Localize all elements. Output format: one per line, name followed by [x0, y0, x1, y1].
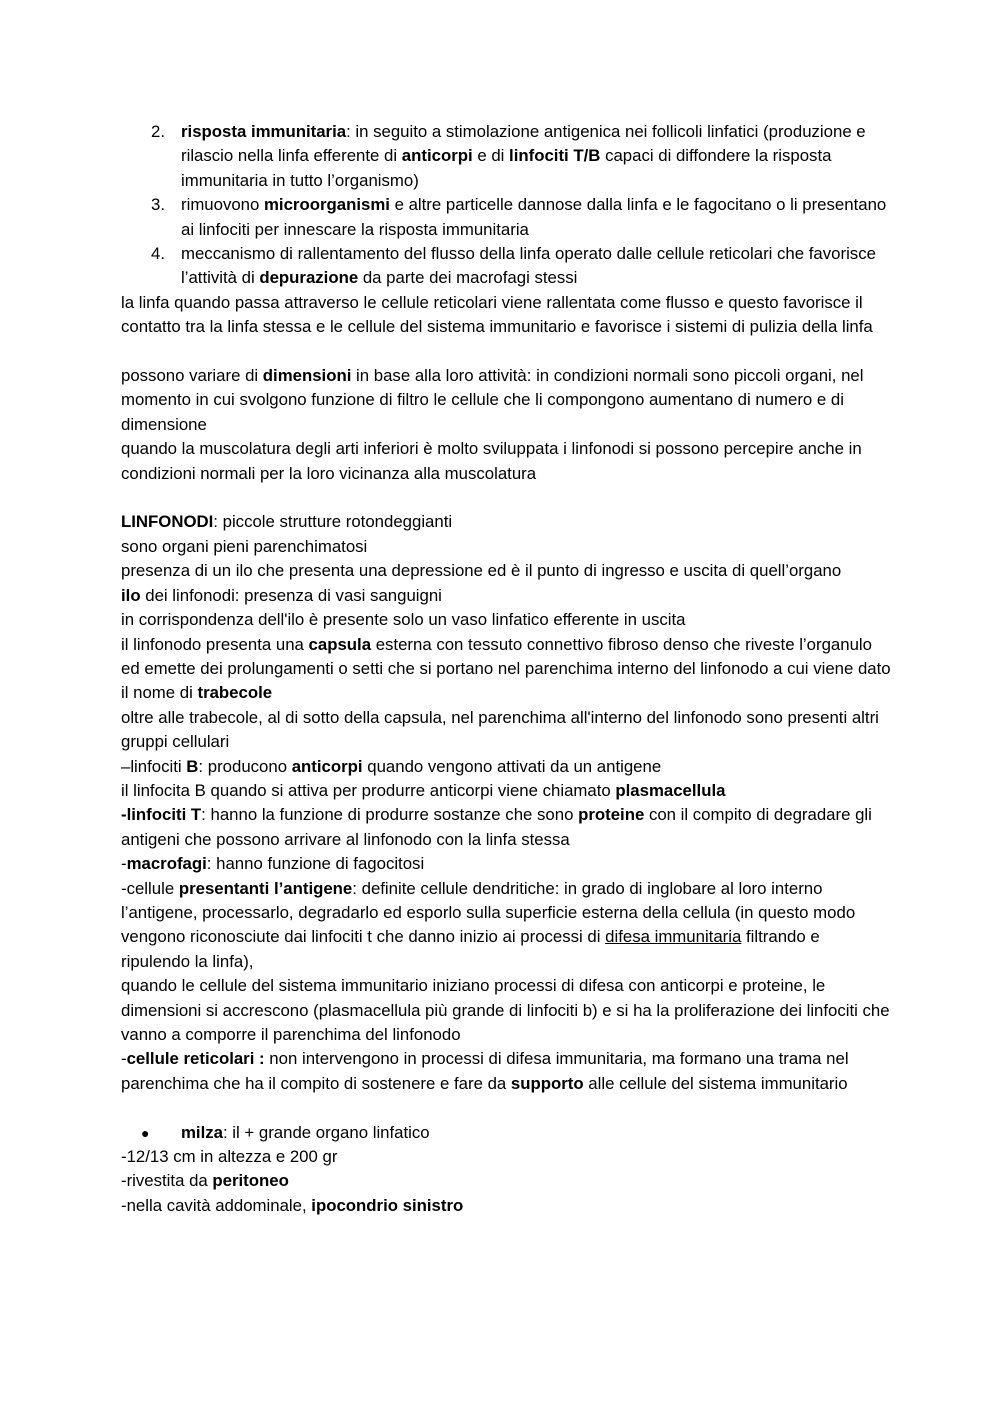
text-span: alle cellule del sistema immunitario: [583, 1073, 848, 1093]
term-peritoneo: peritoneo: [212, 1171, 289, 1191]
blank-line: [121, 340, 891, 364]
term-depurazione: depurazione: [259, 268, 359, 288]
term-milza: milza: [181, 1122, 223, 1142]
text-span: da parte dei macrofagi stessi: [358, 268, 578, 288]
term-ipocondrio-sinistro: ipocondrio sinistro: [311, 1195, 464, 1215]
text-span: -nella cavità addominale,: [121, 1195, 312, 1215]
term-anticorpi: anticorpi: [291, 756, 363, 776]
term-macrofagi: macrofagi: [126, 854, 207, 874]
line-linfociti-t: [121, 803, 891, 852]
underlined-difesa-immunitaria: difesa immunitaria: [605, 927, 742, 947]
list-number: 2.: [151, 122, 165, 141]
text-span: –linfociti: [121, 756, 187, 776]
line-capsula: [121, 633, 891, 706]
text-span: dei linfonodi: presenza di vasi sanguigni: [140, 585, 442, 605]
text-span: il linfocita B quando si attiva per produrre anticorpi viene chiamato: [121, 780, 616, 800]
term-ilo: ilo: [121, 585, 141, 605]
term-plasmacellula: plasmacellula: [615, 780, 726, 800]
list-number: 4.: [151, 244, 165, 264]
text-span: capaci di diffondere la risposta immunitaria in tutto l’organismo): [181, 146, 832, 190]
text-span: il linfonodo presenta una: [121, 634, 309, 654]
text-span: : definite cellule dendritiche: in grado di inglobare al loro interno l’antigene, processarlo, degradarlo ed esporlo sulla superficie esterna della cellula (in questo modo vengono riconosciute dai linfociti t che danno inizio ai processi di: [121, 878, 856, 947]
term-linfociti-t: -linfociti T: [121, 805, 202, 825]
paragraph-linfa: la linfa quando passa attraverso le cellule reticolari viene rallentata come flusso e questo favorisce il contatto tra la linfa stessa e le cellule del sistema immunitario e favorisce i sistemi di pulizia della linfa: [121, 292, 873, 337]
line-plasmacellula: [121, 779, 891, 803]
document-body: [121, 120, 891, 1218]
section-heading-linfonodi: [121, 510, 891, 534]
bullet-item-milza: [121, 1121, 891, 1145]
term-cellule-reticolari: cellule reticolari :: [126, 1049, 265, 1069]
text-span: : il + grande organo linfatico: [222, 1122, 430, 1142]
text-span: e di: [472, 146, 510, 166]
line-gruppi-cellulari: oltre alle trabecole, al di sotto della capsula, nel parenchima all'interno del linfonodo sono presenti altri gruppi cellulari: [121, 707, 879, 752]
list-item-2: [121, 120, 891, 193]
line-linfociti-b: [121, 755, 891, 779]
list-item-3: [121, 193, 891, 242]
text-span: -: [121, 1049, 127, 1069]
line-organi-pieni: sono organi pieni parenchimatosi: [121, 536, 368, 556]
heading-linfonodi: LINFONODI: [121, 512, 214, 532]
text-span: : piccole strutture rotondeggianti: [213, 512, 453, 532]
text-span: : in seguito a stimolazione antigenica nei follicoli linfatici (produzione e rilascio nella linfa efferente di: [181, 122, 866, 166]
text-span: non intervengono in processi di difesa immunitaria, ma formano una trama nel parenchima che ha il compito di sostenere e fare da: [121, 1049, 849, 1093]
paragraph-muscolatura: quando la muscolatura degli arti inferiori è molto sviluppata i linfonodi si possono percepire anche in condizioni normali per la loro vicinanza alla muscolatura: [121, 439, 862, 483]
term-trabecole: trabecole: [197, 683, 273, 703]
line-milza-ipocondrio: [121, 1194, 891, 1218]
line-macrofagi: [121, 852, 891, 876]
term-supporto: supporto: [510, 1073, 584, 1093]
list-number: 3.: [151, 195, 165, 215]
text-span: possono variare di: [121, 366, 263, 386]
text-span: filtrando e ripulendo la linfa),: [121, 927, 820, 971]
text-span: rimuovono: [181, 195, 265, 215]
term-proteine: proteine: [578, 805, 645, 825]
term-b: B: [186, 756, 199, 776]
term-linfociti-tb: linfociti T/B: [509, 146, 601, 166]
line-ilo-vasi: [121, 584, 891, 608]
line-milza-dimensioni: -12/13 cm in altezza e 200 gr: [121, 1147, 338, 1167]
bullet-icon: ●: [141, 1124, 150, 1141]
text-span: : producono: [198, 756, 292, 776]
line-cellule-presentanti: [121, 877, 891, 975]
text-span: con il compito di degradare gli antigeni che possono arrivare al linfonodo con la linfa stessa: [121, 805, 872, 849]
text-span: -cellule: [121, 878, 179, 898]
term-risposta-immunitaria: risposta immunitaria: [181, 122, 347, 141]
line-milza-peritoneo: [121, 1169, 891, 1193]
text-span: : hanno la funzione di produrre sostanze che sono: [201, 805, 579, 825]
term-dimensioni: dimensioni: [262, 366, 352, 386]
term-microorganismi: microorganismi: [264, 195, 390, 215]
blank-line: [121, 1096, 891, 1120]
term-presentanti-antigene: presentanti l’antigene: [178, 878, 353, 898]
line-cellule-reticolari: [121, 1047, 891, 1096]
line-processi-difesa: quando le cellule del sistema immunitario iniziano processi di difesa con anticorpi e proteine, le dimensioni si accrescono (plasmacellula più grande di linfociti b) e si ha la proliferazione dei linfociti che vanno a comporre il parenchima del linfonodo: [121, 976, 890, 1044]
term-capsula: capsula: [308, 634, 372, 654]
text-span: e altre particelle dannose dalla linfa e le fagocitano o li presentano ai linfociti per innescare la risposta immunitaria: [181, 195, 887, 239]
blank-line: [121, 486, 891, 510]
list-item-4: [121, 242, 891, 291]
line-vaso-efferente: in corrispondenza dell'ilo è presente solo un vaso linfatico efferente in uscita: [121, 610, 686, 630]
text-span: : hanno funzione di fagocitosi: [206, 854, 425, 874]
text-span: esterna con tessuto connettivo fibroso denso che riveste l’organulo ed emette dei prolungamenti o setti che si portano nel parenchima interno del linfonodo a cui viene dato il nome di: [121, 634, 891, 703]
text-span: meccanismo di rallentamento del flusso della linfa operato dalle cellule reticolari che favorisce l’attività di: [181, 244, 876, 288]
paragraph-dimensioni: [121, 364, 891, 437]
term-anticorpi: anticorpi: [401, 146, 473, 166]
text-span: -: [121, 854, 127, 874]
text-span: -rivestita da: [121, 1171, 213, 1191]
text-span: quando vengono attivati da un antigene: [362, 756, 662, 776]
line-ilo-presenza: presenza di un ilo che presenta una depressione ed è il punto di ingresso e uscita di quell’organo: [121, 561, 842, 581]
text-span: in base alla loro attività: in condizioni normali sono piccoli organi, nel momento in cui svolgono funzione di filtro le cellule che li compongono aumentano di numero e di dimensione: [121, 366, 864, 434]
